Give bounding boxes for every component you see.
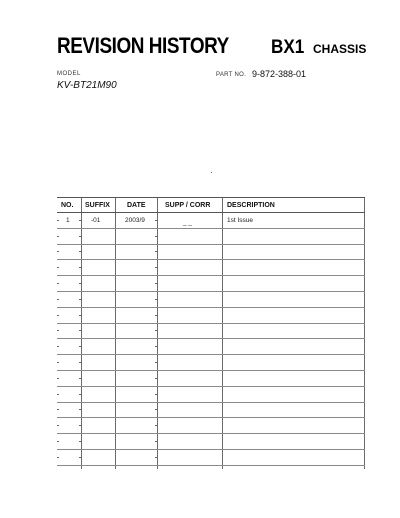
row-tick-mark (155, 378, 157, 379)
table-top-rule (57, 197, 365, 198)
chassis-code: BX1 (271, 37, 305, 58)
chassis-label: CHASSIS (313, 42, 367, 56)
row-rule (57, 354, 365, 355)
column-divider (81, 197, 82, 469)
row-rule (57, 275, 365, 276)
row-tick-mark (155, 236, 157, 237)
revision-table (57, 197, 365, 469)
row-tick-mark (79, 362, 81, 363)
column-divider (115, 197, 116, 469)
row-tick-mark (57, 315, 59, 316)
row-tick-mark (57, 267, 59, 268)
row-tick-mark (57, 251, 59, 252)
row-tick-mark (155, 251, 157, 252)
row-tick-mark (79, 457, 81, 458)
row-tick-mark (79, 283, 81, 284)
row-rule (57, 370, 365, 371)
header-description: DESCRIPTION (227, 202, 275, 209)
part-no-value: 9-872-388-01 (252, 69, 307, 79)
row-rule (57, 402, 365, 403)
row-tick-mark (79, 330, 81, 331)
header-no: NO. (61, 202, 74, 209)
center-dot-mark (211, 172, 212, 173)
row-tick-mark (79, 346, 81, 347)
document-title: REVISION HISTORY (57, 33, 229, 58)
row-tick-mark (57, 378, 59, 379)
header-suffix: SUFFIX (85, 202, 110, 209)
row-1-supp-corr: _ _ (183, 219, 193, 226)
row-tick-mark (79, 378, 81, 379)
row-tick-mark (57, 330, 59, 331)
row-rule (57, 228, 365, 229)
column-divider (222, 197, 223, 469)
row-rule (57, 307, 365, 308)
title-row (57, 33, 377, 63)
row-tick-mark (79, 394, 81, 395)
row-tick-mark (79, 409, 81, 410)
row-tick-mark (57, 346, 59, 347)
row-1-date: 2003/9 (125, 217, 145, 224)
row-tick-mark (79, 236, 81, 237)
row-tick-mark (155, 457, 157, 458)
row-1-no: 1 (66, 217, 70, 224)
row-tick-mark (155, 346, 157, 347)
row-tick-mark (155, 441, 157, 442)
row-rule (57, 323, 365, 324)
column-divider (364, 197, 365, 469)
row-tick-mark (57, 394, 59, 395)
row-tick-mark (79, 441, 81, 442)
row-tick-mark (79, 315, 81, 316)
row-rule (57, 338, 365, 339)
row-tick-mark (57, 441, 59, 442)
row-tick-mark (57, 425, 59, 426)
row-tick-mark (57, 236, 59, 237)
row-tick-mark (57, 299, 59, 300)
row-tick-mark (155, 220, 157, 221)
row-tick-mark (79, 425, 81, 426)
row-tick-mark (57, 362, 59, 363)
row-rule (57, 244, 365, 245)
model-label: MODEL (57, 71, 81, 77)
row-rule (57, 259, 365, 260)
row-tick-mark (155, 299, 157, 300)
row-tick-mark (155, 362, 157, 363)
row-tick-mark (79, 220, 81, 221)
row-1-description: 1st Issue (227, 217, 254, 224)
header-bottom-rule (57, 212, 365, 213)
row-tick-mark (155, 409, 157, 410)
row-tick-mark (57, 409, 59, 410)
row-rule (57, 433, 365, 434)
row-tick-mark (57, 283, 59, 284)
row-tick-mark (155, 267, 157, 268)
model-value: KV-BT21M90 (57, 80, 117, 91)
row-tick-mark (79, 251, 81, 252)
row-tick-mark (57, 220, 59, 221)
row-tick-mark (79, 267, 81, 268)
row-rule (57, 449, 365, 450)
header-supp-corr: SUPP / CORR (165, 202, 211, 209)
row-tick-mark (155, 394, 157, 395)
row-tick-mark (155, 283, 157, 284)
column-divider (157, 197, 158, 469)
row-rule (57, 417, 365, 418)
header-date: DATE (127, 202, 146, 209)
row-tick-mark (155, 315, 157, 316)
part-no-label: PART NO. (216, 72, 247, 78)
row-tick-mark (79, 299, 81, 300)
row-rule (57, 291, 365, 292)
row-1-suffix: -01 (91, 217, 101, 224)
row-tick-mark (155, 330, 157, 331)
row-rule (57, 386, 365, 387)
row-tick-mark (155, 425, 157, 426)
row-rule (57, 465, 365, 466)
row-tick-mark (57, 457, 59, 458)
